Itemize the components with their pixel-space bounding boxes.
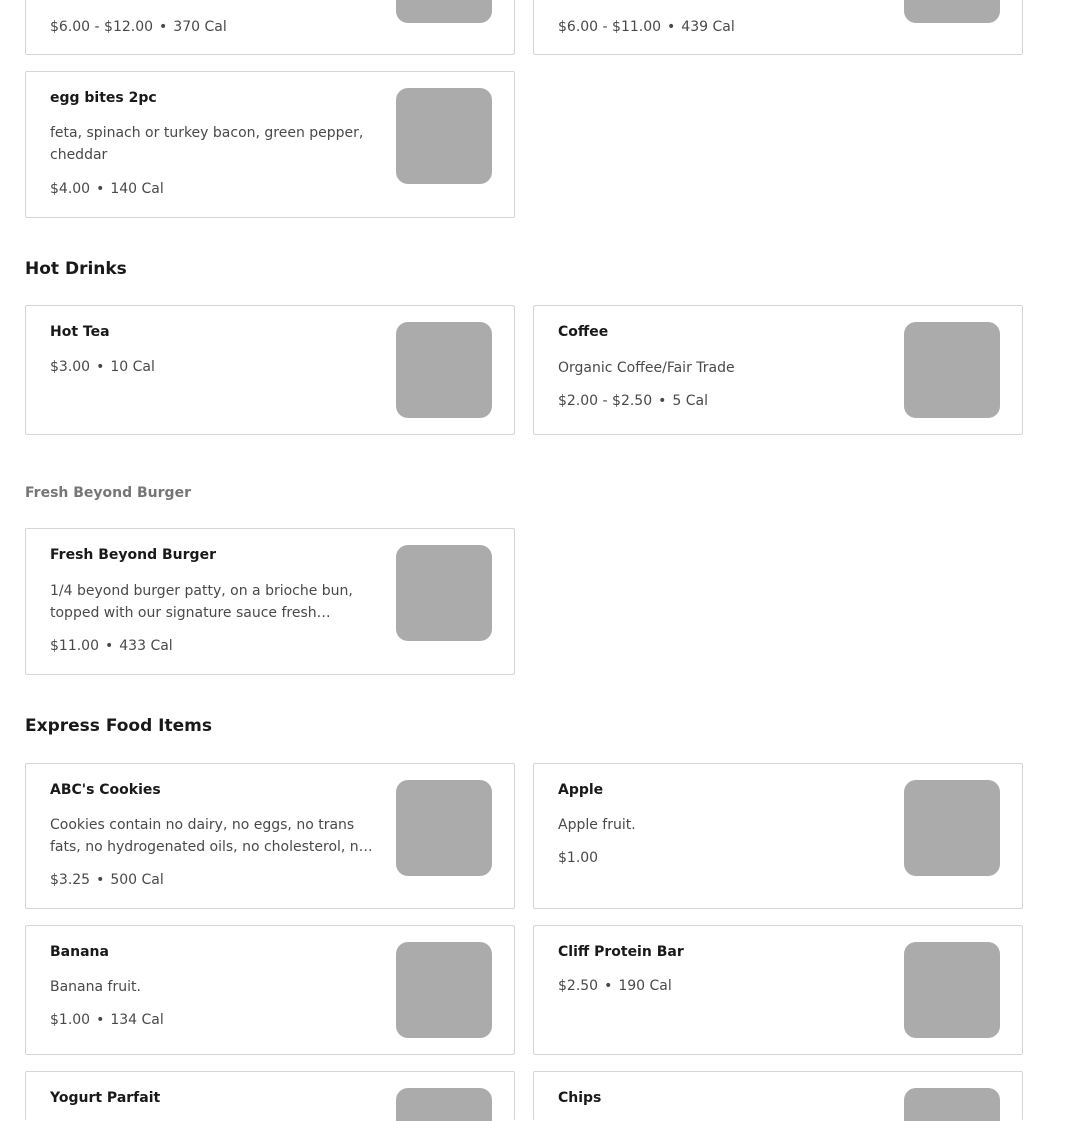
item-description: Cookies contain no dairy, no eggs, no trans fats, no hydrogenated oils, no cholesterol, no <box>50 817 368 855</box>
section-title-hot-drinks: Hot Drinks <box>25 259 127 279</box>
item-price-calories <box>50 638 173 654</box>
separator-dot: • <box>604 978 613 994</box>
menu-item-card[interactable] <box>533 925 1023 1055</box>
item-price: $2.00 - $2.50 <box>558 393 653 409</box>
item-calories: 140 Cal <box>110 181 164 197</box>
item-price: $1.00 <box>50 1012 91 1028</box>
item-price: $3.25 <box>50 872 91 888</box>
item-image <box>396 322 492 418</box>
item-price: $3.00 <box>50 359 91 375</box>
item-name: Yogurt Parfait <box>50 1090 161 1106</box>
item-image <box>904 942 1000 1038</box>
separator-dot: • <box>105 638 114 654</box>
menu-item-card[interactable] <box>25 305 515 435</box>
item-price-calories <box>50 1012 164 1028</box>
item-description: Organic Coffee/Fair Trade <box>558 360 735 376</box>
item-name: ABC's Cookies <box>50 782 161 798</box>
item-price: $6.00 - $11.00 <box>558 19 662 35</box>
item-price-calories <box>50 19 227 35</box>
section-title-express-food-items: Express Food Items <box>25 716 212 736</box>
item-image <box>904 780 1000 876</box>
item-price: $4.00 <box>50 181 91 197</box>
separator-dot: • <box>159 19 168 35</box>
section-title-fresh-beyond-burger: Fresh Beyond Burger <box>25 485 191 501</box>
item-price-calories <box>558 393 708 409</box>
separator-dot: • <box>96 181 105 197</box>
menu-item-card[interactable] <box>25 925 515 1055</box>
menu-item-card[interactable] <box>533 305 1023 435</box>
item-name: Apple <box>558 782 604 798</box>
item-price-calories <box>558 978 672 994</box>
menu-item-card[interactable] <box>533 0 1023 55</box>
item-image <box>904 0 1000 23</box>
item-price: $2.50 <box>558 978 599 994</box>
item-price: $6.00 - $12.00 <box>50 19 154 35</box>
item-image <box>396 780 492 876</box>
item-name: Hot Tea <box>50 324 110 340</box>
menu-item-card[interactable] <box>25 71 515 218</box>
item-calories: 439 Cal <box>681 19 735 35</box>
item-calories: 10 Cal <box>110 359 155 375</box>
item-image <box>904 322 1000 418</box>
item-calories: 190 Cal <box>618 978 672 994</box>
menu-item-card[interactable] <box>533 763 1023 909</box>
separator-dot: • <box>658 393 667 409</box>
menu-item-card[interactable] <box>533 1071 1023 1120</box>
item-name: Fresh Beyond Burger <box>50 547 216 563</box>
menu-item-card[interactable] <box>25 0 515 55</box>
item-image <box>396 0 492 23</box>
item-price-calories <box>50 359 155 375</box>
item-description: Banana fruit. <box>50 979 141 995</box>
item-name: Coffee <box>558 324 609 340</box>
separator-dot: • <box>96 1012 105 1028</box>
item-calories: 5 Cal <box>672 393 708 409</box>
item-name: Banana <box>50 944 109 960</box>
item-price: $11.00 <box>50 638 99 654</box>
item-calories: 500 Cal <box>110 872 164 888</box>
menu-item-card[interactable] <box>25 528 515 675</box>
item-image <box>904 1088 1000 1121</box>
item-calories: 134 Cal <box>110 1012 164 1028</box>
item-price-calories <box>558 19 735 35</box>
item-description: feta, spinach or turkey bacon, green pepper, cheddar <box>50 125 364 163</box>
item-price-calories <box>50 872 164 888</box>
item-price: $1.00 <box>558 850 599 866</box>
item-name: egg bites 2pc <box>50 90 157 106</box>
item-image <box>396 942 492 1038</box>
item-description: Apple fruit. <box>558 817 636 833</box>
item-calories: 370 Cal <box>173 19 227 35</box>
item-image <box>396 545 492 641</box>
menu-item-card[interactable] <box>25 1071 515 1120</box>
item-image <box>396 88 492 184</box>
item-price-calories <box>50 181 164 197</box>
separator-dot: • <box>667 19 676 35</box>
separator-dot: • <box>96 872 105 888</box>
item-name: Cliff Protein Bar <box>558 944 684 960</box>
item-calories: 433 Cal <box>119 638 173 654</box>
menu-item-card[interactable] <box>25 763 515 909</box>
item-name: Chips <box>558 1090 602 1106</box>
separator-dot: • <box>96 359 105 375</box>
item-description: 1/4 beyond burger patty, on a brioche bun, topped with our signature sauce fresh <box>50 583 353 621</box>
item-image <box>396 1088 492 1121</box>
